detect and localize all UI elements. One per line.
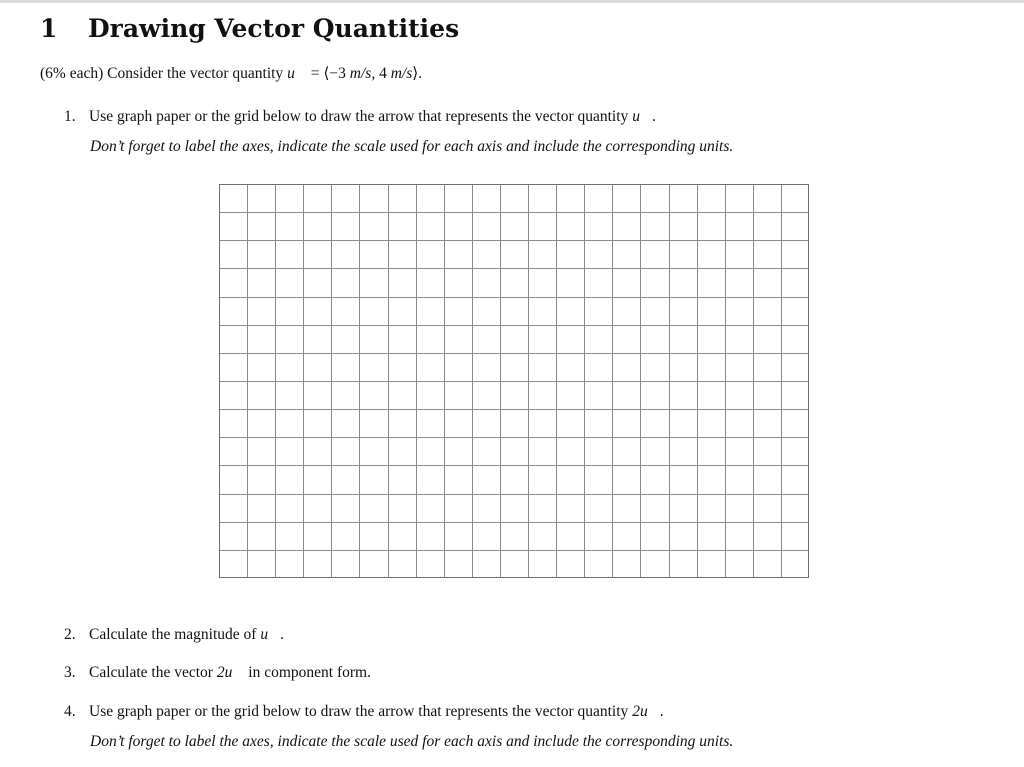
question-math: 2u⃗ <box>632 703 660 720</box>
question-math: 2u⃗ <box>216 664 245 681</box>
question-text: Use graph paper or the grid below to draw the arrow that represents the vector quantity <box>89 108 633 125</box>
graph-paper-grid[interactable] <box>219 184 809 578</box>
question-end: . <box>280 626 284 643</box>
intro-paragraph <box>40 64 422 83</box>
question-1-note: Don’t forget to label the axes, indicate the scale used for each axis and include the corresponding units. <box>90 138 734 155</box>
section-heading <box>40 14 459 43</box>
question-math: u⃗ <box>260 626 281 643</box>
intro-prefix: (6% each) Consider the vector quantity <box>40 65 288 82</box>
question-4 <box>64 703 664 721</box>
intro-equals: = ⟨−3 <box>306 65 350 82</box>
vector-u: u⃗ <box>287 65 307 82</box>
question-number: 1. <box>64 108 76 125</box>
question-number: 4. <box>64 703 76 720</box>
intro-close: ⟩. <box>412 65 423 82</box>
unit-1: m/s <box>349 65 372 82</box>
question-text: Use graph paper or the grid below to draw the arrow that represents the vector quantity <box>89 703 633 720</box>
question-number: 2. <box>64 626 76 643</box>
section-title: Drawing Vector Quantities <box>88 14 460 43</box>
question-math: u⃗ <box>632 108 652 125</box>
question-text: Calculate the magnitude of <box>89 626 261 643</box>
question-end: . <box>652 108 656 125</box>
section-number: 1 <box>40 14 58 43</box>
question-text: Calculate the vector <box>89 664 217 681</box>
question-4-note: Don’t forget to label the axes, indicate the scale used for each axis and include the corresponding units. <box>90 733 734 750</box>
question-end: in component form. <box>244 664 371 681</box>
intro-mid: , 4 <box>371 65 391 82</box>
unit-2: m/s <box>390 65 413 82</box>
question-2 <box>64 626 284 644</box>
question-3 <box>64 664 371 682</box>
grid-lines <box>219 184 809 578</box>
question-number: 3. <box>64 664 76 681</box>
question-end: . <box>659 703 664 720</box>
question-1 <box>64 108 656 126</box>
top-rule <box>0 0 1024 3</box>
